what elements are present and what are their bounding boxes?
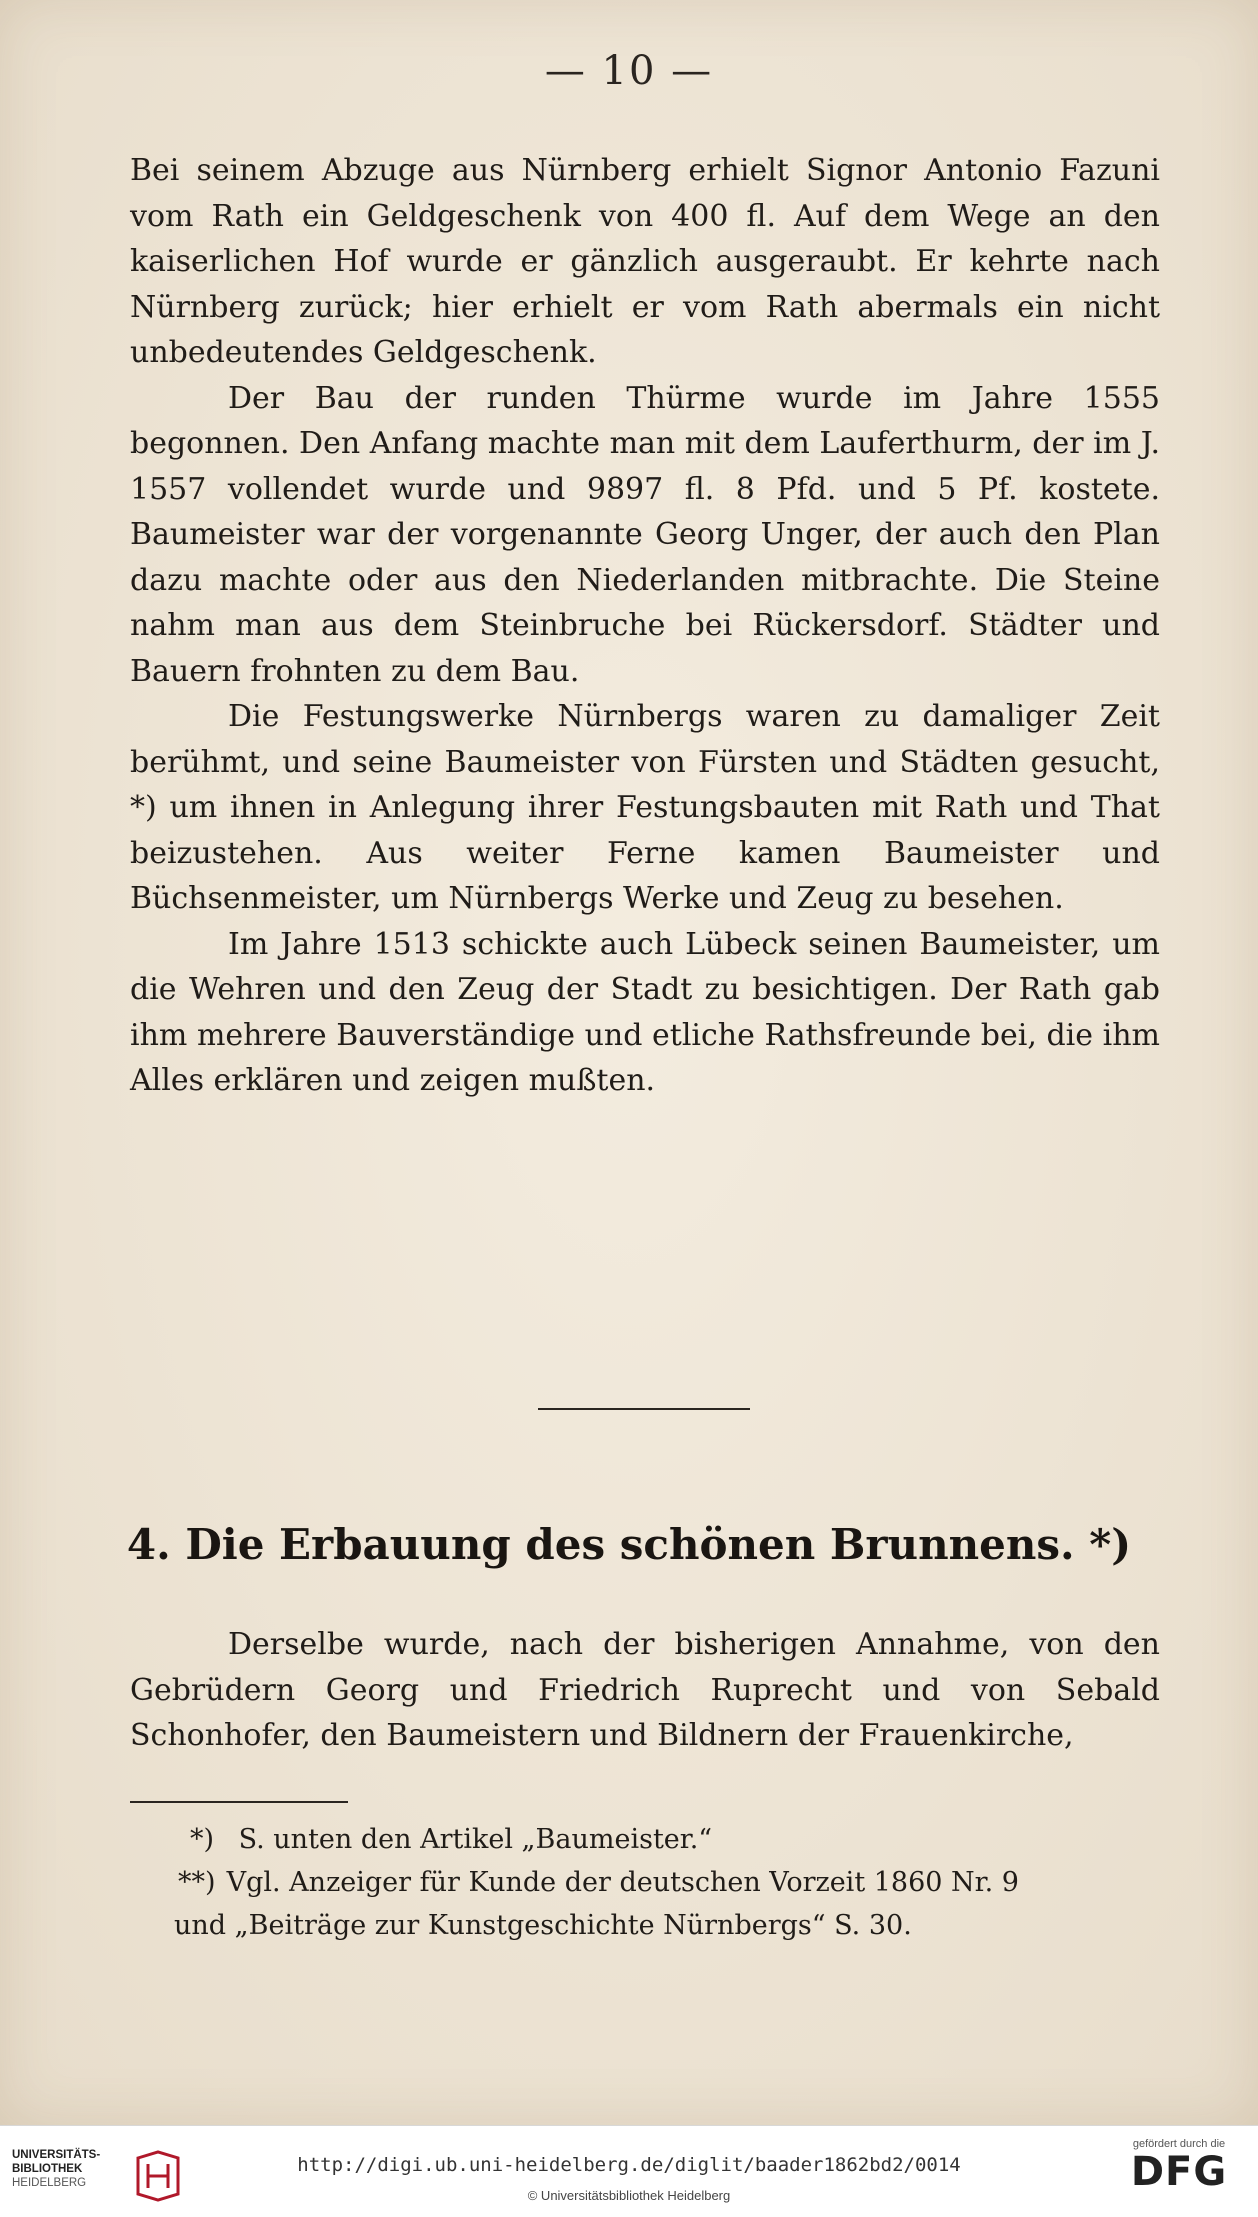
page-number: — 10 — bbox=[544, 48, 714, 94]
section-text-block bbox=[130, 1622, 1160, 1759]
paragraph: Im Jahre 1513 schickte auch Lübeck seinen Baumeister, um die Wehren und den Zeug der Stadt zu besichtigen. Der Rath gab ihm mehrere Bauverständige und etliche Rathsfreunde bei, die ihm Alles erklären und zeigen mußten. bbox=[130, 926, 1160, 1098]
library-name-line: HEIDELBERG bbox=[12, 2177, 87, 2189]
footnote-divider bbox=[130, 1801, 348, 1803]
copyright-notice: © Universitätsbibliothek Heidelberg bbox=[527, 2188, 731, 2203]
paragraph: Derselbe wurde, nach der bisherigen Annahme, von den Gebrüdern Georg und Friedrich Ruprecht und von Sebald Schonhofer, den Baumeistern und Bildnern der Frauenkirche, bbox=[130, 1627, 1160, 1753]
paragraph: Die Festungswerke Nürnbergs waren zu damaliger Zeit berühmt, und seine Baumeister von Fürsten und Städten gesucht, *) um ihnen in Anlegung ihrer Festungsbauten mit Rath und That beizustehen. Aus weiter Ferne kamen Baumeister und Büchsenmeister, um Nürnbergs Werke und Zeug zu besehen. bbox=[130, 699, 1160, 916]
footnote-marker: **) bbox=[178, 1867, 216, 1898]
dfg-wordmark: DFG bbox=[1130, 2149, 1228, 2195]
footnote-1 bbox=[130, 1818, 1160, 1861]
main-text-block bbox=[130, 148, 1160, 1104]
section-heading: 4. Die Erbauung des schönen Brunnens. *) bbox=[126, 1520, 1132, 1569]
funding-note: gefördert durch die bbox=[1132, 2138, 1226, 2150]
footnote-text: Vgl. Anzeiger für Kunde der deutschen Vorzeit 1860 Nr. 9 bbox=[226, 1867, 1019, 1898]
permalink-url[interactable]: http://digi.ub.uni-heidelberg.de/diglit/baader1862bd2/0014 bbox=[297, 2154, 961, 2176]
footnote-2 bbox=[130, 1861, 1160, 1904]
footnotes bbox=[130, 1818, 1160, 1947]
footnote-2-continuation: und „Beiträge zur Kunstgeschichte Nürnbergs“ S. 30. bbox=[174, 1910, 912, 1941]
paragraph: Der Bau der runden Thürme wurde im Jahre 1555 begonnen. Den Anfang machte man mit dem Lauferthurm, der im J. 1557 vollendet wurde und 9897 fl. 8 Pfd. und 5 Pf. kostete. Baumeister war der vorgenannte Georg Unger, der auch den Plan dazu machte oder aus den Niederlanden mitbrachte. Die Steine nahm man aus dem Steinbruche bei Rückersdorf. Städter und Bauern frohnten zu dem Bau. bbox=[130, 380, 1160, 689]
footnote-text: S. unten den Artikel „Baumeister.“ bbox=[238, 1824, 713, 1855]
library-name-line: UNIVERSITÄTS- bbox=[12, 2149, 101, 2161]
viewer-footer bbox=[0, 2125, 1258, 2217]
dfg-logo[interactable] bbox=[1114, 2138, 1244, 2194]
library-name-line: BIBLIOTHEK bbox=[12, 2163, 83, 2175]
footnote-marker: *) bbox=[190, 1824, 215, 1855]
paragraph: Bei seinem Abzuge aus Nürnberg erhielt Signor Antonio Fazuni vom Rath ein Geldgeschenk von 400 fl. Auf dem Wege an den kaiserlichen Hof wurde er gänzlich ausgeraubt. Er kehrte nach Nürnberg zurück; hier erhielt er vom Rath abermals ein nicht unbedeutendes Geldgeschenk. bbox=[130, 153, 1160, 370]
section-divider bbox=[538, 1408, 750, 1410]
